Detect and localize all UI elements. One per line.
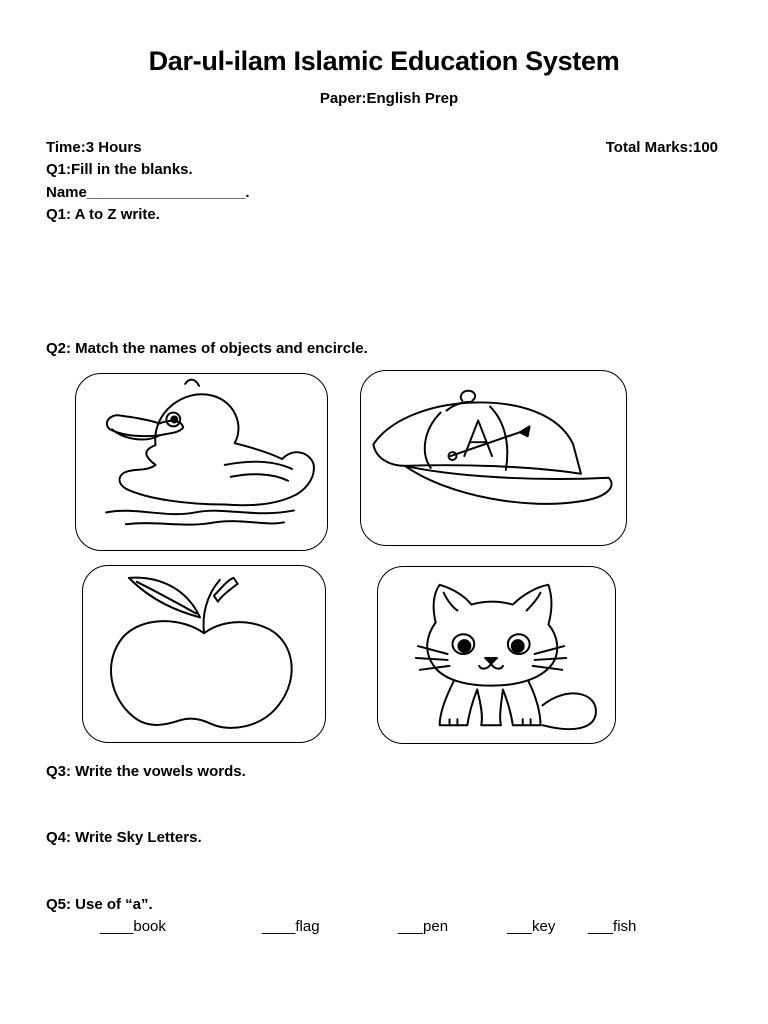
- paper-subtitle: Paper:English Prep: [319, 90, 459, 107]
- cap-drawing: [361, 371, 626, 545]
- q1-a-to-z: Q1: A to Z write.: [46, 206, 160, 223]
- q5-word-key: ___key: [507, 918, 556, 935]
- q3-heading: Q3: Write the vowels words.: [46, 763, 246, 780]
- q5-word-pen: ___pen: [398, 918, 449, 935]
- q5-word-book: ____book: [100, 918, 166, 935]
- q4-heading: Q4: Write Sky Letters.: [46, 829, 202, 846]
- apple-picture: [82, 565, 326, 743]
- apple-drawing: [83, 566, 325, 742]
- cat-drawing: [378, 567, 615, 743]
- q5-heading: Q5: Use of “a”.: [46, 896, 153, 913]
- q2-heading: Q2: Match the names of objects and encircle.: [46, 340, 368, 357]
- time-label: Time:3 Hours: [46, 139, 142, 156]
- name-line: Name___________________.: [46, 184, 250, 201]
- q1-fill-blanks: Q1:Fill in the blanks.: [46, 161, 193, 178]
- cat-picture: [377, 566, 616, 744]
- q5-word-fish: ___fish: [588, 918, 637, 935]
- school-title: Dar-ul-ilam Islamic Education System: [148, 46, 620, 76]
- total-marks-label: Total Marks:100: [605, 139, 718, 156]
- duck-picture: [75, 373, 328, 551]
- duck-drawing: [76, 374, 327, 550]
- q5-word-flag: ____flag: [262, 918, 320, 935]
- cap-picture: [360, 370, 627, 546]
